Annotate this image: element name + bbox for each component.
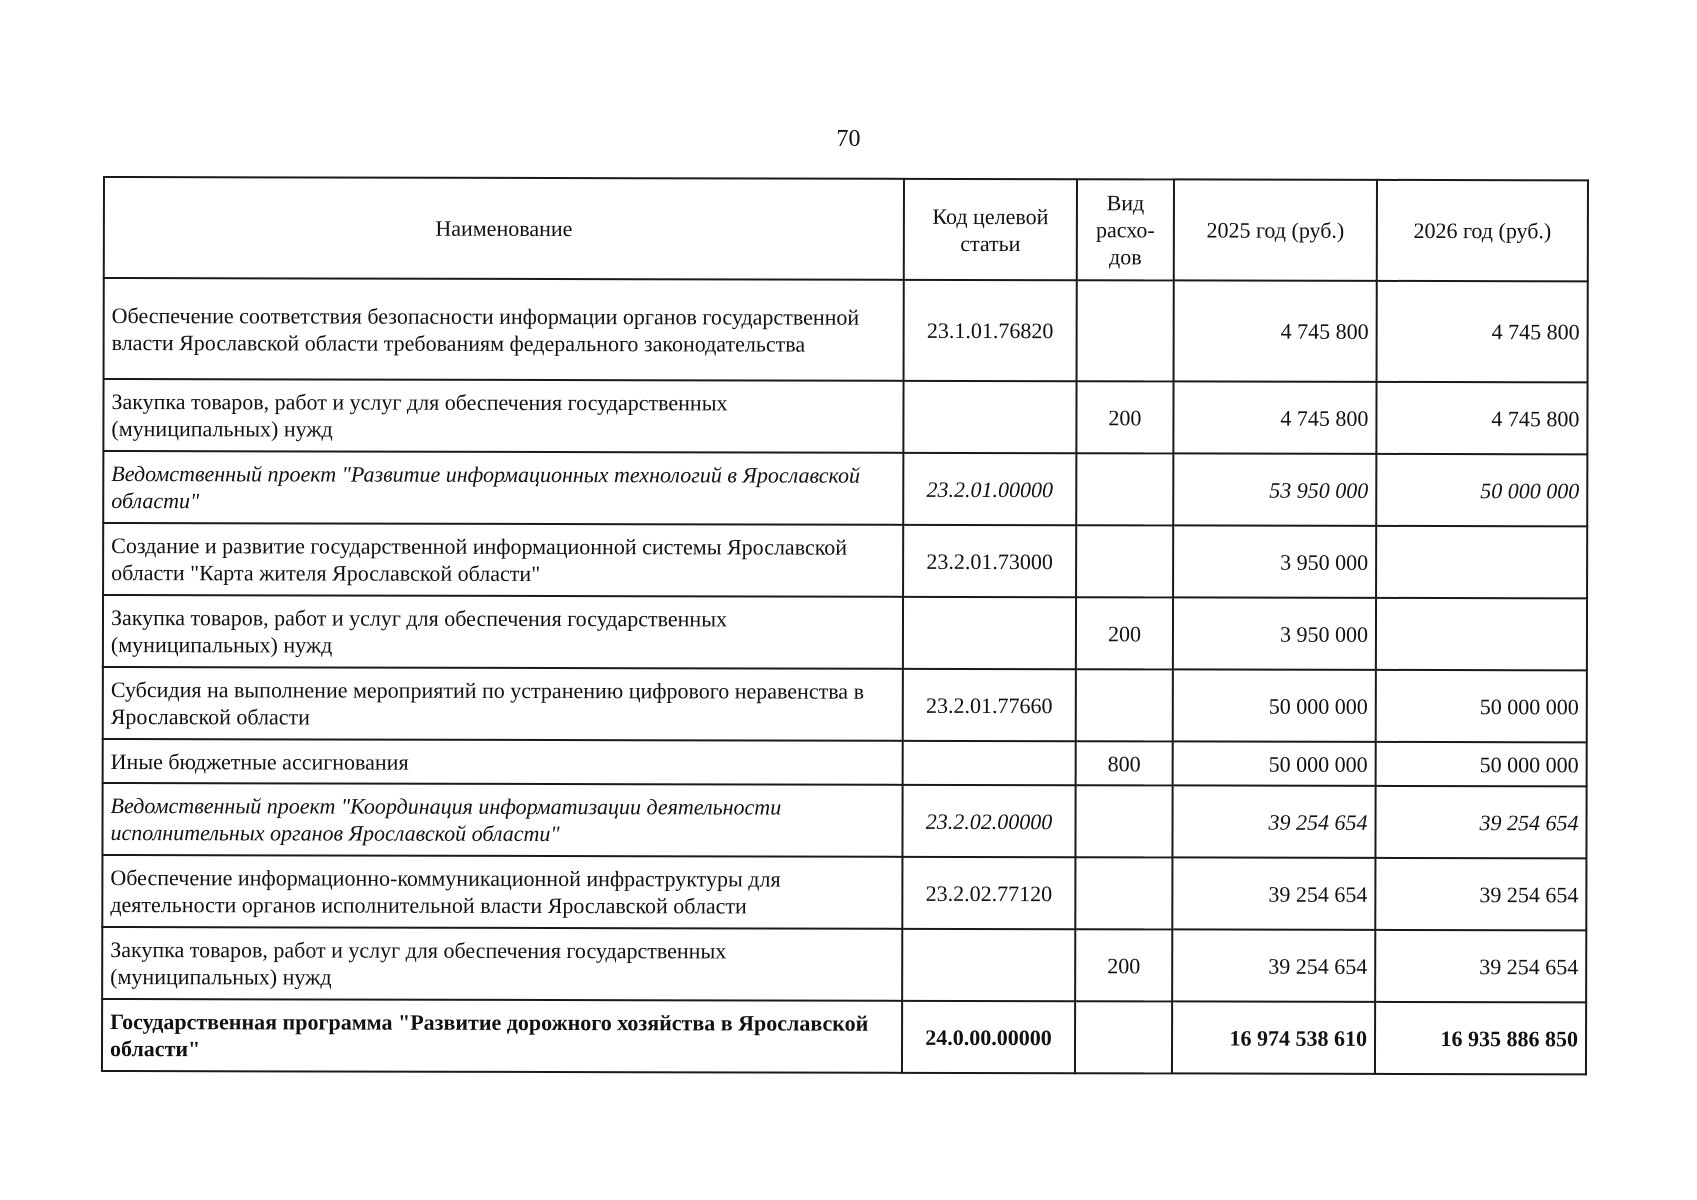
cell-type [1075,785,1172,857]
cell-name: Ведомственный проект "Координация информатизации деятельности исполнительных органов Ярославской области" [102,783,902,857]
cell-code: 23.2.01.73000 [903,525,1076,597]
cell-name: Иные бюджетные ассигнования [103,739,903,785]
cell-2025: 39 254 654 [1172,785,1375,857]
cell-name: Субсидия на выполнение мероприятий по устранению цифрового неравенства в Ярославской области [103,667,903,741]
cell-type: 800 [1076,741,1173,785]
header-name: Наименование [104,177,904,280]
cell-code [903,741,1076,785]
table-row [103,667,1587,742]
cell-2026: 39 254 654 [1375,930,1586,1002]
cell-2026: 39 254 654 [1375,858,1586,930]
cell-2026 [1376,598,1587,670]
cell-type [1076,669,1173,741]
cell-2026: 39 254 654 [1375,786,1586,858]
cell-2026: 4 745 800 [1376,382,1587,454]
cell-name: Закупка товаров, работ и услуг для обеспечения государственных (муниципальных) нужд [102,927,902,1001]
cell-code: 23.2.01.00000 [903,453,1076,525]
cell-type: 200 [1076,381,1173,453]
cell-2026: 50 000 000 [1376,670,1587,742]
cell-type [1075,1001,1172,1073]
page-number: 70 [836,126,861,152]
cell-name: Создание и развитие государственной информационной системы Ярославской области "Карта жителя Ярославской области" [103,523,903,597]
cell-type [1076,525,1173,597]
cell-code [903,597,1076,669]
header-2026: 2026 год (руб.) [1377,180,1588,281]
cell-2025: 50 000 000 [1173,669,1376,741]
cell-type: 200 [1076,597,1173,669]
cell-code: 23.2.02.00000 [902,785,1075,857]
cell-2025: 3 950 000 [1173,525,1376,597]
table-row [102,927,1586,1002]
cell-type [1076,453,1173,525]
table-row-project [103,451,1587,526]
cell-2025: 3 950 000 [1173,597,1376,669]
cell-name: Ведомственный проект "Развитие информационных технологий в Ярославской области" [103,451,903,525]
cell-name: Обеспечение информационно-коммуникационной инфраструктуры для деятельности органов исполнительной власти Ярославской области [102,855,902,929]
cell-code: 23.2.02.77120 [902,857,1075,929]
cell-code: 23.2.01.77660 [903,669,1076,741]
cell-type [1077,280,1174,381]
cell-2026: 16 935 886 850 [1375,1002,1586,1074]
cell-name: Закупка товаров, работ и услуг для обеспечения государственных (муниципальных) нужд [103,379,903,453]
cell-type [1075,857,1172,929]
cell-2026: 50 000 000 [1376,742,1587,786]
cell-2026: 4 745 800 [1377,281,1588,382]
cell-2025: 53 950 000 [1173,453,1376,525]
header-type: Вид расхо-дов [1077,179,1174,280]
table-row [103,523,1587,598]
budget-table [101,176,1589,1075]
table-row [103,595,1587,670]
cell-2025: 4 745 800 [1173,381,1376,453]
table-row-project [102,783,1586,858]
cell-2025: 39 254 654 [1172,857,1375,929]
cell-code [902,929,1075,1001]
cell-name: Обеспечение соответствия безопасности информации органов государственной власти Ярославской области требованиям федерального законодательства [104,278,904,381]
cell-2026: 50 000 000 [1376,454,1587,526]
table-row [103,739,1587,786]
table-row [103,379,1587,454]
cell-2025: 4 745 800 [1174,280,1377,381]
cell-code [903,381,1076,453]
cell-code: 23.1.01.76820 [904,280,1077,381]
table-row [104,278,1588,382]
cell-name: Закупка товаров, работ и услуг для обеспечения государственных (муниципальных) нужд [103,595,903,669]
cell-type: 200 [1075,929,1172,1001]
document-sheet [101,176,1587,1075]
cell-code: 24.0.00.00000 [902,1001,1075,1073]
cell-name: Государственная программа "Развитие дорожного хозяйства в Ярославской области" [102,999,902,1073]
cell-2025: 50 000 000 [1173,741,1376,785]
cell-2025: 16 974 538 610 [1172,1001,1375,1073]
header-code: Код целевой статьи [904,179,1077,280]
table-row-program [102,999,1586,1074]
table-row [102,855,1586,930]
cell-2025: 39 254 654 [1172,929,1375,1001]
header-2025: 2025 год (руб.) [1174,179,1377,280]
table-header-row [104,177,1588,281]
cell-2026 [1376,526,1587,598]
